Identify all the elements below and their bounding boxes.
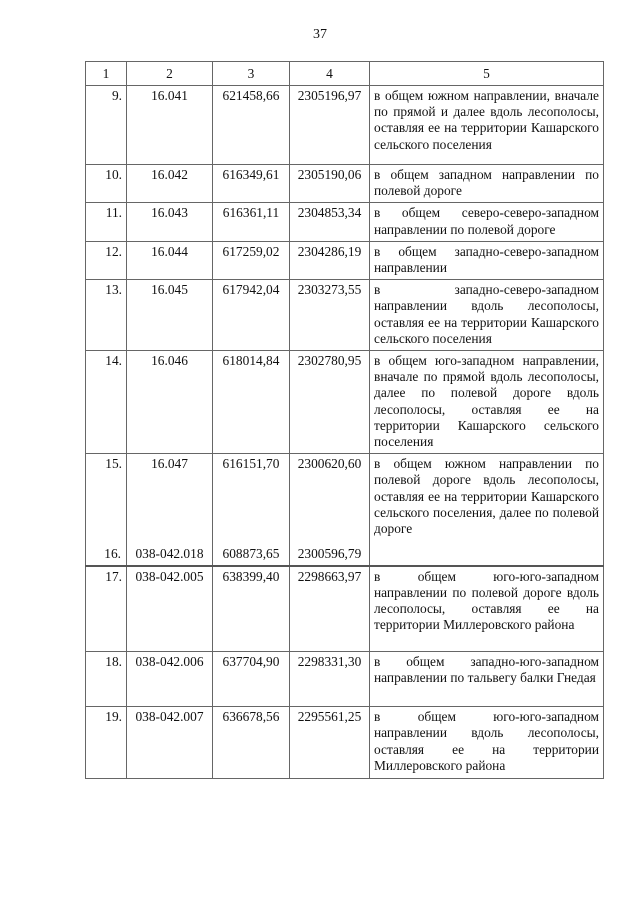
coord-x: 608873,65 — [222, 545, 280, 561]
coord-x: 638399,40 — [213, 566, 290, 652]
coord-y: 2304853,34 — [290, 203, 370, 241]
table-row — [86, 241, 604, 279]
column-header: 1 — [86, 62, 127, 86]
point-id: 16.042 — [127, 165, 213, 203]
point-id: 038-042.006 — [127, 652, 213, 707]
row-number: 18. — [86, 652, 127, 707]
coord-y: 2305190,06 — [290, 165, 370, 203]
coord-x: 621458,66 — [213, 86, 290, 165]
table-row — [86, 86, 604, 165]
coord-x: 616361,11 — [213, 203, 290, 241]
column-header: 4 — [290, 62, 370, 86]
coord-x: 637704,90 — [213, 652, 290, 707]
boundary-description: в общем западном направлении по полевой дороге — [370, 165, 604, 203]
row-number-cell — [86, 454, 127, 566]
boundary-description: в общем юго-западном направлении, вначале по прямой вдоль лесополосы, далее по полевой дороге вдоль лесополосы, оставляя ее на территории Кашарского сельского поселения — [370, 351, 604, 454]
boundary-description: в общем северо-северо-западном направлении по полевой дороге — [370, 203, 604, 241]
point-id: 16.045 — [127, 280, 213, 351]
coord-y: 2298331,30 — [290, 652, 370, 707]
point-id: 038-042.005 — [127, 566, 213, 652]
row-number: 16. — [104, 545, 121, 561]
point-id: 16.046 — [127, 351, 213, 454]
row-number: 15. — [105, 456, 122, 472]
coord-x: 617942,04 — [213, 280, 290, 351]
page-number: 37 — [313, 27, 327, 42]
column-header: 5 — [370, 62, 604, 86]
row-number: 13. — [86, 280, 127, 351]
point-id: 16.041 — [127, 86, 213, 165]
coord-y: 2300620,60 — [297, 456, 362, 472]
coord-x: 616151,70 — [222, 456, 280, 472]
row-number: 17. — [86, 566, 127, 652]
coord-x: 618014,84 — [213, 351, 290, 454]
row-number: 19. — [86, 707, 127, 779]
coord-x: 617259,02 — [213, 241, 290, 279]
row-number: 9. — [86, 86, 127, 165]
table-row — [86, 652, 604, 707]
boundary-description: в общем юго-юго-западном направлении по полевой дороге вдоль лесополосы, оставляя ее на территории Миллеровского района — [370, 566, 604, 652]
boundary-description: в общем западно-юго-западном направлении по тальвегу балки Гнедая — [370, 652, 604, 707]
coord-y-cell — [290, 454, 370, 566]
boundary-description: в западно-северо-западном направлении вдоль лесополосы, оставляя ее на территории Кашарского сельского поселения — [370, 280, 604, 351]
coord-y: 2304286,19 — [290, 241, 370, 279]
coord-x: 616349,61 — [213, 165, 290, 203]
coord-y: 2305196,97 — [290, 86, 370, 165]
point-id: 16.044 — [127, 241, 213, 279]
table-row — [86, 203, 604, 241]
coord-x-cell — [213, 454, 290, 566]
column-header: 2 — [127, 62, 213, 86]
table-row — [86, 280, 604, 351]
table-row — [86, 351, 604, 454]
coord-y: 2302780,95 — [290, 351, 370, 454]
row-number: 11. — [86, 203, 127, 241]
table-row — [86, 707, 604, 779]
point-id-cell — [127, 454, 213, 566]
row-number: 10. — [86, 165, 127, 203]
coord-y: 2303273,55 — [290, 280, 370, 351]
row-number: 12. — [86, 241, 127, 279]
table-row — [86, 566, 604, 652]
point-id: 038-042.007 — [127, 707, 213, 779]
row-number: 14. — [86, 351, 127, 454]
boundary-description: в общем западно-северо-западном направлении — [370, 241, 604, 279]
boundary-points-table — [85, 61, 604, 779]
table-row — [86, 165, 604, 203]
coord-y: 2298663,97 — [290, 566, 370, 652]
point-id: 16.043 — [127, 203, 213, 241]
coord-x: 636678,56 — [213, 707, 290, 779]
point-id: 038-042.018 — [135, 545, 204, 561]
boundary-description: в общем юго-юго-западном направлении вдоль лесополосы, оставляя ее на территории Миллеровского района — [370, 707, 604, 779]
boundary-description: в общем южном направлении, вначале по прямой и далее вдоль лесополосы, оставляя ее на территории Кашарского сельского поселения — [370, 86, 604, 165]
table-row — [86, 454, 604, 566]
table-header-row — [86, 62, 604, 86]
point-id: 16.047 — [151, 456, 188, 472]
column-header: 3 — [213, 62, 290, 86]
coord-y: 2295561,25 — [290, 707, 370, 779]
boundary-description: в общем южном направлении по полевой дороге вдоль лесополосы, оставляя ее на территории Кашарского сельского поселения, далее по полевой дороге — [370, 454, 604, 566]
coord-y: 2300596,79 — [297, 545, 362, 561]
